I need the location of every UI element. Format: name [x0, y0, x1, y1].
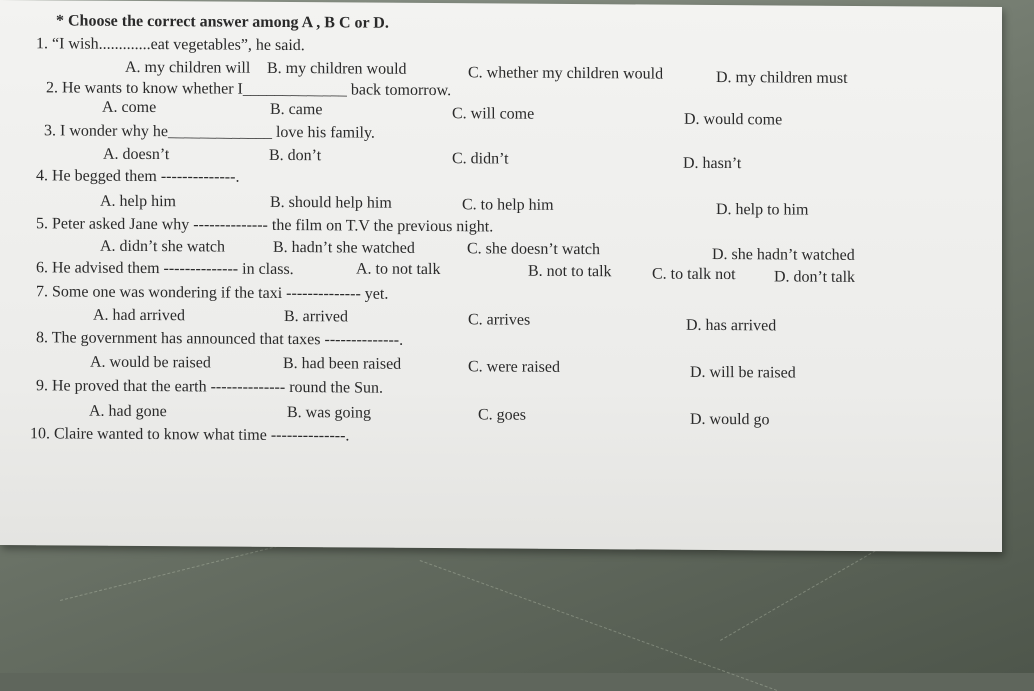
question-4-option-c: C. to help him: [462, 196, 554, 214]
question-9-option-a: A. had gone: [89, 402, 167, 421]
question-10-stem: 10. Claire wanted to know what time --------------.: [30, 425, 350, 445]
question-6-stem: 6. He advised them -------------- in class.: [36, 259, 294, 279]
question-1-option-a: A. my children will: [125, 58, 251, 77]
question-4-option-b: B. should help him: [270, 193, 392, 212]
question-5-option-a: A. didn’t she watch: [100, 237, 226, 256]
question-1-option-b: B. my children would: [267, 59, 407, 78]
question-1-option-d: D. my children must: [716, 68, 848, 87]
question-5-option-b: B. hadn’t she watched: [273, 238, 415, 257]
question-4-option-d: D. help to him: [716, 200, 809, 219]
instruction-heading: * Choose the correct answer among A , B C or D.: [56, 12, 389, 32]
question-9-stem: 9. He proved that the earth -------------- round the Sun.: [36, 377, 383, 397]
question-9-option-b: B. was going: [287, 404, 371, 422]
question-6-option-a: A. to not talk: [356, 260, 441, 279]
question-6-option-b: B. not to talk: [528, 262, 612, 281]
question-8-option-c: C. were raised: [468, 358, 560, 376]
question-4-stem: 4. He begged them --------------.: [36, 167, 240, 186]
question-7-option-b: B. arrived: [284, 307, 348, 326]
question-6-option-d: D. don’t talk: [774, 268, 856, 286]
question-2-option-b: B. came: [270, 100, 323, 119]
question-3-stem: 3. I wonder why he_____________ love his family.: [44, 122, 375, 142]
question-1-option-c: C. whether my children would: [468, 64, 664, 83]
question-1-stem: 1. “I wish.............eat vegetables”, he said.: [36, 35, 305, 55]
question-5-option-d: D. she hadn’t watched: [712, 245, 855, 264]
question-6-option-c: C. to talk not: [652, 265, 736, 284]
question-8-stem: 8. The government has announced that taxes --------------.: [36, 329, 404, 349]
question-7-stem: 7. Some one was wondering if the taxi -------------- yet.: [36, 283, 389, 303]
question-8-option-d: D. will be raised: [690, 363, 796, 382]
question-5-stem: 5. Peter asked Jane why -------------- the film on T.V the previous night.: [36, 215, 494, 236]
question-3-option-c: C. didn’t: [452, 150, 509, 168]
question-7-option-d: D. has arrived: [686, 316, 777, 335]
question-3-option-b: B. don’t: [269, 146, 322, 165]
question-7-option-a: A. had arrived: [93, 306, 185, 325]
question-7-option-c: C. arrives: [468, 311, 531, 329]
question-2-stem: 2. He wants to know whether I_____________ back tomorrow.: [46, 79, 452, 100]
question-2-option-a: A. come: [102, 98, 157, 117]
question-2-option-d: D. would come: [684, 110, 783, 129]
question-3-option-a: A. doesn’t: [103, 145, 170, 164]
question-8-option-a: A. would be raised: [90, 353, 211, 372]
question-4-option-a: A. help him: [100, 192, 176, 211]
question-3-option-d: D. hasn’t: [683, 154, 742, 173]
question-9-option-c: C. goes: [478, 406, 526, 424]
question-8-option-b: B. had been raised: [283, 354, 402, 373]
question-5-option-c: C. she doesn’t watch: [467, 240, 601, 259]
question-2-option-c: C. will come: [452, 105, 535, 123]
question-9-option-d: D. would go: [690, 410, 770, 429]
